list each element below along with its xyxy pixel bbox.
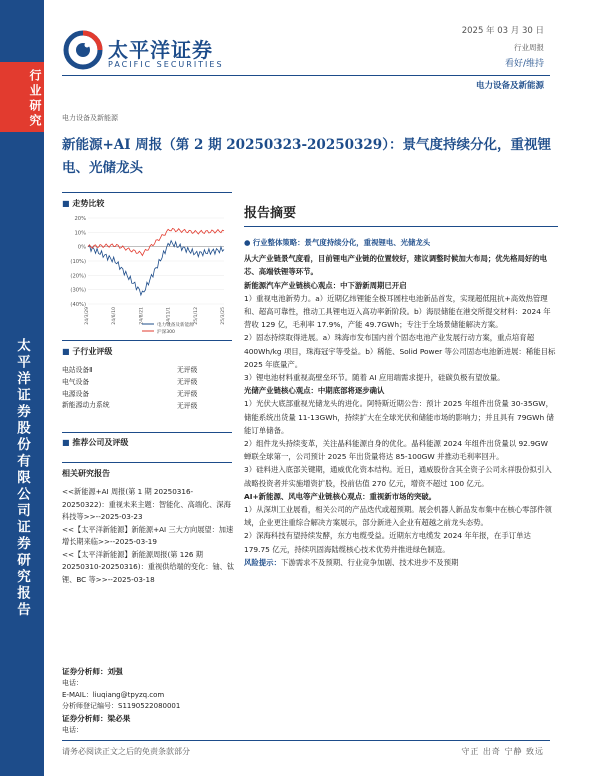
section-pv-p3: 3）硅料进入底部关键期，通威优化资本结构。近日，通威股份含其全资子公司永祥股份拟引入战略投资者并实施增资扩股，投前估值 270 亿元，增资不超过 100 亿元。 bbox=[244, 465, 552, 488]
series-line bbox=[88, 241, 224, 295]
x-tick-label: 24/8/21 bbox=[139, 307, 145, 325]
y-tick-label: (20%) bbox=[70, 273, 86, 280]
analyst-info bbox=[62, 666, 234, 737]
legend-label: 沪深300 bbox=[157, 330, 175, 335]
analyst-license: 分析师登记编号：S1190522080001 bbox=[62, 702, 181, 711]
section-ev-p1: 1）重视电池新势力。a）近期亿纬锂能全极耳圆柱电池新品首发，实现超低阻抗+高效热管理和、超高可靠性，推动工具锂电迈入高功率新阶段。b）海辰储能在港交所提交材料：2024 年营收 129 亿，毛利率 17.9%，产能 49.7GWh；专注于全场景储能解决方案。 bbox=[244, 293, 551, 330]
analyst-name: 证券分析师：刘强 bbox=[62, 667, 123, 676]
section-ai-p1: 1）从深圳工业展看，相关公司的产品迭代或超预期。展会机器人新品发布集中在核心零部件领域，企业更注重综合解决方案展示，部分新进入企业有超越之前龙头态势。 bbox=[244, 505, 552, 528]
subrating-divider bbox=[62, 340, 232, 341]
footer-disclaimer: 请务必阅读正文之后的免责条款部分 bbox=[62, 747, 190, 756]
page-title: 新能源+AI 周报（第 2 期 20250323-20250329）：景气度持续分化，重视锂电、光储龙头 bbox=[62, 137, 551, 176]
analyst-email[interactable]: E-MAIL：liuqiang@tpyzq.com bbox=[62, 690, 165, 699]
industry-name: 电力设备及新能源 bbox=[475, 81, 544, 91]
section-pv-p1: 1）光伏大底部重视光储龙头的进化。阿特斯近期公告：预计 2025 年组件出货量 30-35GW，储能系统出货量 11-13GWh，持续扩大在全球光伏和储能市场的影响力；并且具有 79GWh 储能订单储备。 bbox=[244, 399, 554, 435]
report-date: 2025 年 03 月 30 日 bbox=[461, 26, 544, 36]
summary-divider bbox=[244, 226, 558, 227]
lead-text: 从大产业链景气度看，目前锂电产业链的位置较好，建议调整时候加大布局；优先格局好的电芯、高端铁锂等环节。 bbox=[244, 254, 548, 277]
x-tick-label: 24/3/29 bbox=[85, 307, 90, 325]
related-label: 相关研究报告 bbox=[62, 469, 110, 478]
sidebar-top-text: 行业研究 bbox=[28, 69, 42, 129]
section-ev-p2: 2）固态持续取得进展。a）珠海市发布国内首个固态电池产业发展行动方案，重点培育超 400Wh/kg 项目，珠海冠宇等受益。b）稀能、Solid Power 等公司固态电池新进展：稀能目标 2025 年底量产。 bbox=[244, 333, 556, 369]
x-tick-label: 25/3/25 bbox=[221, 307, 226, 325]
trend-chart bbox=[62, 212, 232, 338]
summary-title: 报告摘要 bbox=[244, 206, 297, 221]
trend-chart-svg bbox=[62, 212, 232, 338]
section-ev-p3: 3）锂电池材料重视高壁垒环节。随着 AI 应用端需求提升，硅碳负极有望放量。 bbox=[244, 373, 505, 383]
subrating-table bbox=[62, 363, 232, 411]
breadcrumb: 电力设备及新能源 bbox=[62, 114, 118, 122]
related-list bbox=[62, 486, 234, 586]
y-tick-label: (10%) bbox=[70, 259, 86, 265]
analyst-phone-2: 电话： bbox=[62, 725, 83, 734]
x-tick-label: 24/6/10 bbox=[112, 307, 118, 325]
footer-divider bbox=[62, 740, 550, 741]
table-row: 电气设备 无评级 bbox=[62, 378, 198, 386]
analyst-phone: 电话： bbox=[62, 678, 83, 687]
section-pv-p2: 2）组件龙头持续变革，关注晶科能源自身的优化。晶科能源 2024 年组件出货量以 92.9GW 蝉联全球第一，公司预计 2025 年出货量将达 85-100GW 并推动毛利率回升。 bbox=[244, 439, 548, 462]
logo-mark bbox=[63, 30, 103, 70]
section-ai-title: AI+新能源、风电等产业链核心观点：重视新市场的突破。 bbox=[244, 491, 437, 501]
table-row: 新能源动力系统 无评级 bbox=[62, 401, 198, 410]
list-item[interactable]: <<【太平洋新能源】新能源+AI 三大方向展望：加速增长期来临>>--2025-03-19 bbox=[62, 524, 234, 546]
logo-cn: 太平洋证券 bbox=[108, 38, 213, 62]
related-divider bbox=[62, 462, 232, 463]
trend-label: ■ 走势比较 bbox=[62, 199, 105, 208]
x-tick-label: 25/1/12 bbox=[193, 307, 199, 325]
analyst-name-2: 证券分析师：梁必果 bbox=[62, 714, 131, 724]
footer-motto: 守正 出奇 宁静 致远 bbox=[461, 747, 544, 756]
y-tick-label: 10% bbox=[74, 230, 86, 237]
lead-strategy: ● 行业整体策略：景气度持续分化，重视锂电、光储龙头 bbox=[244, 238, 431, 247]
summary-body bbox=[244, 236, 556, 569]
section-pv-title: 光储产业链核心观点：中期底部将逐步确认 bbox=[244, 386, 385, 396]
legend-label: 电力设备及新能源 bbox=[157, 323, 194, 328]
section-ev-title: 新能源汽车产业链核心观点：中下游新周期已开启 bbox=[244, 280, 407, 290]
x-tick-label: 24/11/1 bbox=[166, 307, 172, 325]
recommend-label: ■ 推荐公司及评级 bbox=[62, 438, 129, 447]
table-row: 电源设备 无评级 bbox=[62, 390, 198, 398]
list-item[interactable]: <<【太平洋新能源】新能源周报(第 126 期 20250310-20250316)：重视供给端的变化：铀、钛锂、BC 等>>--2025-03-18 bbox=[62, 549, 235, 584]
y-tick-label: (40%) bbox=[70, 302, 86, 308]
subrating-label: ■ 子行业评级 bbox=[62, 347, 113, 356]
recommend-divider bbox=[62, 432, 232, 433]
y-tick-label: (30%) bbox=[70, 287, 86, 294]
section-ai-p2: 2）深海科技有望持续发酵，东方电缆受益。近期东方电缆发 2024 年年报，在手订单达 179.75 亿元，持续巩固海陆缆核心技术优势并推进绿色制造。 bbox=[244, 531, 531, 554]
y-tick-label: 20% bbox=[74, 216, 86, 222]
risk-note: 风险提示：下游需求不及预期、行业竞争加剧、技术进步不及预期 bbox=[244, 557, 459, 567]
logo-en: PACIFIC SECURITIES bbox=[108, 60, 224, 69]
list-item[interactable]: <<新能源+AI 周报(第 1 期 20250316-20250322)：重视未来主题：智能化、高端化、深海科技等>>--2025-03-23 bbox=[62, 487, 231, 521]
report-type: 行业周报 bbox=[514, 43, 544, 52]
y-tick-label: 0% bbox=[77, 244, 86, 251]
industry-rating: 看好/维持 bbox=[504, 59, 544, 69]
sidebar-bottom-text: 太平洋证券股份有限公司证券研究报告 bbox=[14, 337, 30, 619]
table-row: 电站设备Ⅱ 无评级 bbox=[62, 366, 198, 374]
trend-divider bbox=[62, 192, 232, 193]
header-divider bbox=[62, 75, 550, 76]
